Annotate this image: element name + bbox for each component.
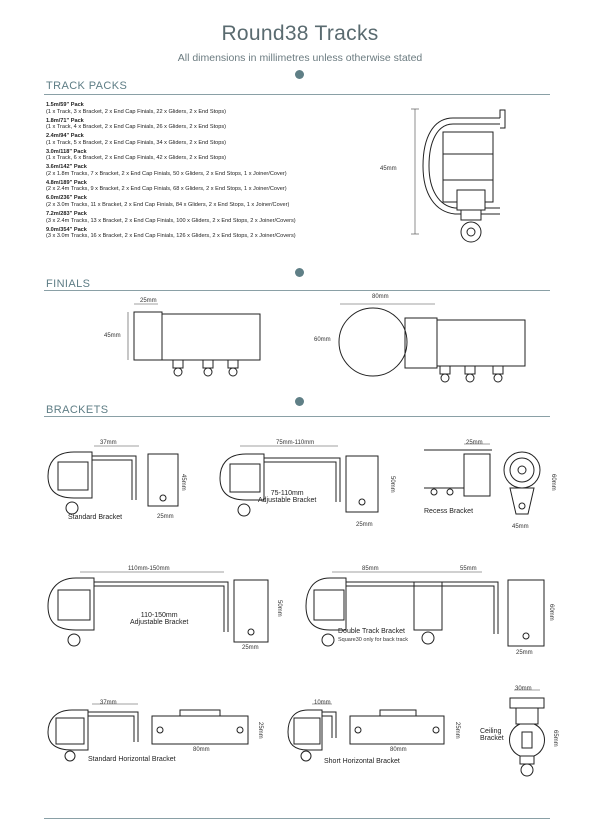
standard-bracket-drawing <box>44 440 194 525</box>
track-pack-name: 1.8m/71" Pack <box>46 117 84 124</box>
track-pack-contents: (1 x Track, 5 x Bracket, 2 x End Cap Finials, 34 x Gliders, 2 x End Stops) <box>46 139 227 146</box>
double-width-dim: 25mm <box>516 650 533 656</box>
short-h-bracket-label: Short Horizontal Bracket <box>324 758 400 765</box>
adj110-bracket-label: 110-150mm Adjustable Bracket <box>130 612 189 626</box>
end-cap-width-dim: 25mm <box>140 298 157 304</box>
double-bracket-drawing <box>302 566 552 661</box>
divider-dot <box>295 397 304 406</box>
double-bracket-label: Double Track Bracket <box>338 628 405 635</box>
std-projection-dim: 37mm <box>100 440 117 446</box>
track-pack-contents: (1 x Track, 6 x Bracket, 2 x End Cap Finials, 42 x Gliders, 2 x End Stops) <box>46 155 227 162</box>
double-front-dim: 85mm <box>362 566 379 572</box>
track-pack-name: 2.4m/94" Pack <box>46 133 84 140</box>
ball-finial-drawing <box>335 300 535 380</box>
track-pack-contents: (3 x 2.4m Tracks, 13 x Bracket, 2 x End Cap Finials, 100 x Gliders, 2 x End Stops, 2 x Joiner/Covers) <box>46 217 296 224</box>
short-h-height-dim: 25mm <box>454 722 460 739</box>
track-pack-item <box>46 227 366 240</box>
double-bracket-note: Square30 only for back track <box>338 637 409 643</box>
section-track-packs: TRACK PACKS <box>46 80 128 92</box>
std-width-dim: 25mm <box>157 514 174 520</box>
std-h-height-dim: 25mm <box>257 722 263 739</box>
track-pack-contents: (1 x Track, 3 x Bracket, 2 x End Cap Finials, 22 x Gliders, 2 x End Stops) <box>46 108 227 115</box>
ceiling-height-dim: 65mm <box>552 730 558 747</box>
track-pack-name: 4.8m/189" Pack <box>46 179 87 186</box>
end-cap-height-dim: 45mm <box>104 333 121 339</box>
track-pack-item <box>46 180 366 193</box>
ball-width-dim: 80mm <box>372 294 389 300</box>
std-h-bracket-label: Standard Horizontal Bracket <box>88 756 176 763</box>
recess-projection-dim: 25mm <box>466 440 483 446</box>
adj75-width-dim: 25mm <box>356 522 373 528</box>
track-pack-name: 6.0m/236" Pack <box>46 195 87 202</box>
track-pack-item <box>46 149 366 162</box>
track-pack-list <box>46 102 366 242</box>
adj75-height-dim: 50mm <box>389 476 395 493</box>
section-rule <box>44 94 550 95</box>
section-rule <box>44 416 550 417</box>
std-height-dim: 45mm <box>180 474 186 491</box>
page-title: Round38 Tracks <box>221 22 379 45</box>
section-finials: FINIALS <box>46 278 91 290</box>
track-pack-contents: (2 x 3.0m Tracks, 11 x Bracket, 2 x End Cap Finials, 84 x Gliders, 2 x End Stops, 1 x Joiner/Cover) <box>46 202 290 209</box>
track-pack-name: 1.5m/59" Pack <box>46 102 84 108</box>
adj75-bracket-label: 75-110mm Adjustable Bracket <box>258 490 317 504</box>
section-rule <box>44 290 550 291</box>
double-back-dim: 55mm <box>460 566 477 572</box>
track-pack-item <box>46 118 366 131</box>
adj110-width-dim: 25mm <box>242 645 259 651</box>
track-pack-contents: (2 x 1.8m Tracks, 7 x Bracket, 2 x End Cap Finials, 50 x Gliders, 2 x End Stops, 1 x Joiner/Cover) <box>46 170 287 177</box>
adj110-height-dim: 50mm <box>276 600 282 617</box>
track-pack-item <box>46 211 366 224</box>
footer-rule <box>44 818 550 819</box>
track-height-dim: 45mm <box>380 166 397 172</box>
divider-dot <box>295 70 304 79</box>
end-cap-finial-drawing <box>128 298 278 383</box>
ceiling-bracket-drawing <box>500 686 560 786</box>
adj110-projection-dim: 110mm-150mm <box>128 566 170 572</box>
recess-bracket-label: Recess Bracket <box>424 508 474 515</box>
track-pack-item <box>46 164 366 177</box>
short-h-projection-dim: 10mm <box>314 700 331 706</box>
track-pack-name: 3.0m/118" Pack <box>46 148 87 155</box>
double-height-dim: 60mm <box>548 604 554 621</box>
recess-bracket-drawing <box>424 440 554 530</box>
track-pack-contents: (3 x 3.0m Tracks, 16 x Bracket, 2 x End Cap Finials, 126 x Gliders, 2 x End Stops, 2 x Joiner/Covers) <box>46 233 296 240</box>
track-pack-name: 7.2m/283" Pack <box>46 211 87 218</box>
recess-width-dim: 45mm <box>512 524 529 530</box>
ceiling-width-dim: 30mm <box>515 686 532 692</box>
recess-height-dim: 60mm <box>550 474 556 491</box>
track-pack-contents: (2 x 2.4m Tracks, 9 x Bracket, 2 x End Cap Finials, 68 x Gliders, 2 x End Stops, 1 x Joiner/Cover) <box>46 186 287 193</box>
std-h-projection-dim: 37mm <box>100 700 117 706</box>
ceiling-bracket-label: Ceiling Bracket <box>480 728 504 742</box>
track-pack-item <box>46 133 366 146</box>
track-pack-name: 3.6m/142" Pack <box>46 164 87 171</box>
adjustable-75-bracket-drawing <box>216 440 396 530</box>
std-h-width-dim: 80mm <box>193 747 210 753</box>
track-pack-item <box>46 195 366 208</box>
page-subtitle: All dimensions in millimetres unless otherwise stated <box>177 52 423 64</box>
track-profile-drawing <box>405 104 525 254</box>
ball-height-dim: 60mm <box>314 337 331 343</box>
divider-dot <box>295 268 304 277</box>
track-pack-contents: (1 x Track, 4 x Bracket, 2 x End Cap Finials, 26 x Gliders, 2 x End Stops) <box>46 124 227 131</box>
section-brackets: BRACKETS <box>46 404 109 416</box>
adj75-projection-dim: 75mm-110mm <box>276 440 315 446</box>
short-h-width-dim: 80mm <box>390 747 407 753</box>
track-pack-name: 9.0m/354" Pack <box>46 226 87 233</box>
track-pack-item <box>46 102 366 115</box>
adjustable-110-bracket-drawing <box>44 566 284 656</box>
std-bracket-label: Standard Bracket <box>68 514 123 521</box>
